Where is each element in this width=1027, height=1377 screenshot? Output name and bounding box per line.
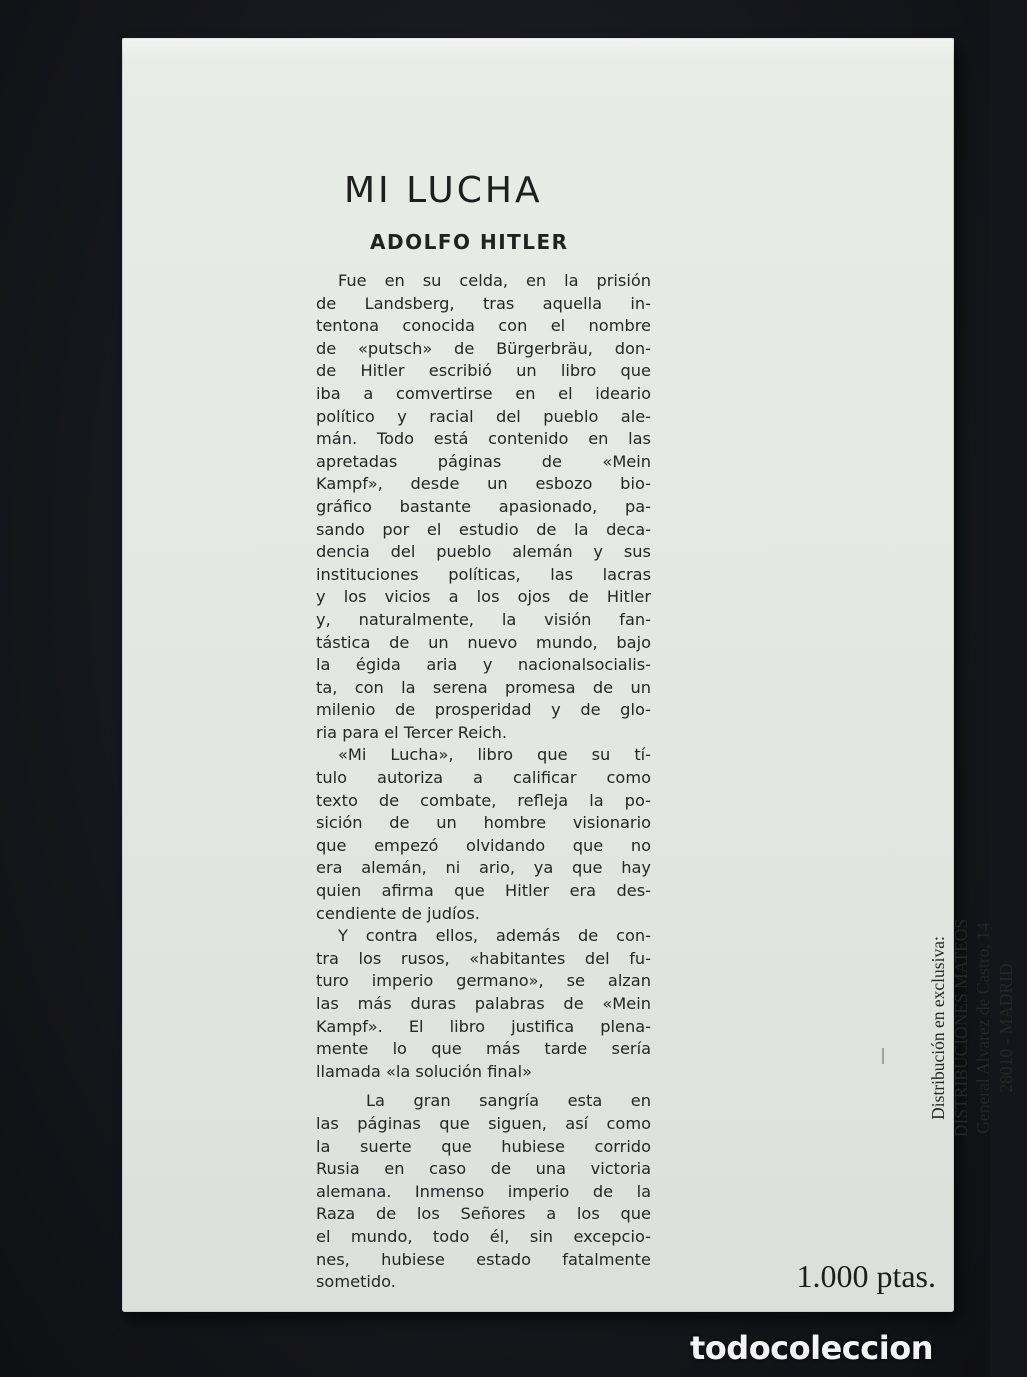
- synopsis-line: iba a comvertirse en el ideario: [316, 383, 651, 403]
- synopsis-line: ta, con la serena promesa de un: [316, 677, 651, 697]
- synopsis-line: dencia del pueblo alemán y sus: [316, 542, 651, 562]
- synopsis-line: de Landsberg, tras aquella in-: [316, 293, 651, 313]
- synopsis-line: mente lo que más tarde sería: [316, 1039, 651, 1059]
- distributor-address: General Alvarez de Castro, 14: [973, 922, 993, 1134]
- book-title: MI LUCHA: [344, 170, 543, 211]
- distributor-line: Distribución en exclusiva:: [928, 936, 948, 1120]
- synopsis-line: las páginas que siguen, así como: [316, 1113, 651, 1133]
- synopsis-line: tulo autoriza a calificar como: [316, 768, 651, 788]
- synopsis-line: Y contra ellos, además de con-: [338, 926, 651, 946]
- synopsis-line: el mundo, todo él, sin excepcio-: [316, 1226, 651, 1246]
- synopsis-line: quien afirma que Hitler era des-: [316, 881, 651, 901]
- synopsis-text: [316, 270, 651, 1294]
- synopsis-line: apretadas páginas de «Mein: [316, 451, 651, 471]
- synopsis-line: nes, hubiese estado fatalmente: [316, 1249, 651, 1269]
- synopsis-line: y los vicios a los ojos de Hitler: [316, 587, 651, 607]
- synopsis-line: era alemán, ni ario, ya que hay: [316, 858, 651, 878]
- pencil-mark: [882, 1048, 884, 1064]
- synopsis-line: tentona conocida con el nombre: [316, 316, 651, 336]
- synopsis-line: la suerte que hubiese corrido: [316, 1136, 651, 1156]
- synopsis-line: y, naturalmente, la visión fan-: [316, 609, 651, 629]
- price-label: 1.000 ptas.: [796, 1258, 936, 1294]
- synopsis-line: La gran sangría esta en: [366, 1091, 651, 1111]
- watermark-text: todocoleccion: [690, 1329, 933, 1367]
- synopsis-line: «Mi Lucha», libro que su tí-: [338, 745, 651, 765]
- synopsis-line: político y racial del pueblo ale-: [316, 406, 651, 426]
- synopsis-line: sición de un hombre visionario: [316, 813, 651, 833]
- synopsis-line: ria para el Tercer Reich.: [316, 722, 508, 742]
- synopsis-line: Kampf», desde un esbozo bio-: [316, 474, 651, 494]
- synopsis-line: tra los rusos, «habitantes del fu-: [316, 948, 651, 968]
- synopsis-line: milenio de prosperidad y de glo-: [316, 700, 651, 720]
- synopsis-line: de «putsch» de Bürgerbräu, don-: [316, 338, 651, 358]
- synopsis-line: texto de combate, refleja la po-: [316, 790, 651, 810]
- synopsis-line: instituciones políticas, las lacras: [316, 564, 651, 584]
- distributor-name: DISTRIBUCIONES MATEOS: [950, 918, 971, 1138]
- synopsis-line: gráfico bastante apasionado, pa-: [316, 496, 651, 516]
- synopsis-line: las más duras palabras de «Mein: [316, 994, 651, 1013]
- synopsis-line: cendiente de judíos.: [316, 903, 480, 923]
- synopsis-line: alemana. Inmenso imperio de la: [316, 1181, 651, 1201]
- synopsis-line: que empezó olvidando que no: [316, 835, 651, 855]
- distributor-city: 28010 - MADRID: [995, 963, 1016, 1093]
- synopsis-line: tástica de un nuevo mundo, bajo: [316, 632, 651, 652]
- synopsis-line: Kampf». El libro justifica plena-: [316, 1016, 651, 1036]
- synopsis-line: Raza de los Señores a los que: [316, 1204, 651, 1224]
- synopsis-line: Fue en su celda, en la prisión: [338, 271, 651, 290]
- synopsis-line: sometido.: [316, 1272, 396, 1292]
- book-author: ADOLFO HITLER: [370, 230, 569, 254]
- synopsis-line: sando por el estudio de la deca-: [316, 519, 651, 539]
- distributor-imprint: [927, 878, 1027, 1178]
- book-back-cover: [122, 38, 1016, 1312]
- synopsis-line: de Hitler escribió un libro que: [316, 361, 651, 381]
- paragraph-gap: [316, 1083, 651, 1090]
- synopsis-line: mán. Todo está contenido en las: [316, 429, 651, 449]
- synopsis-line: la égida aria y nacionalsocialis-: [316, 655, 651, 675]
- synopsis-line: llamada «la solución final»: [316, 1061, 532, 1081]
- synopsis-line: Rusia en caso de una victoria: [316, 1159, 651, 1179]
- synopsis-line: turo imperio germano», se alzan: [316, 971, 651, 991]
